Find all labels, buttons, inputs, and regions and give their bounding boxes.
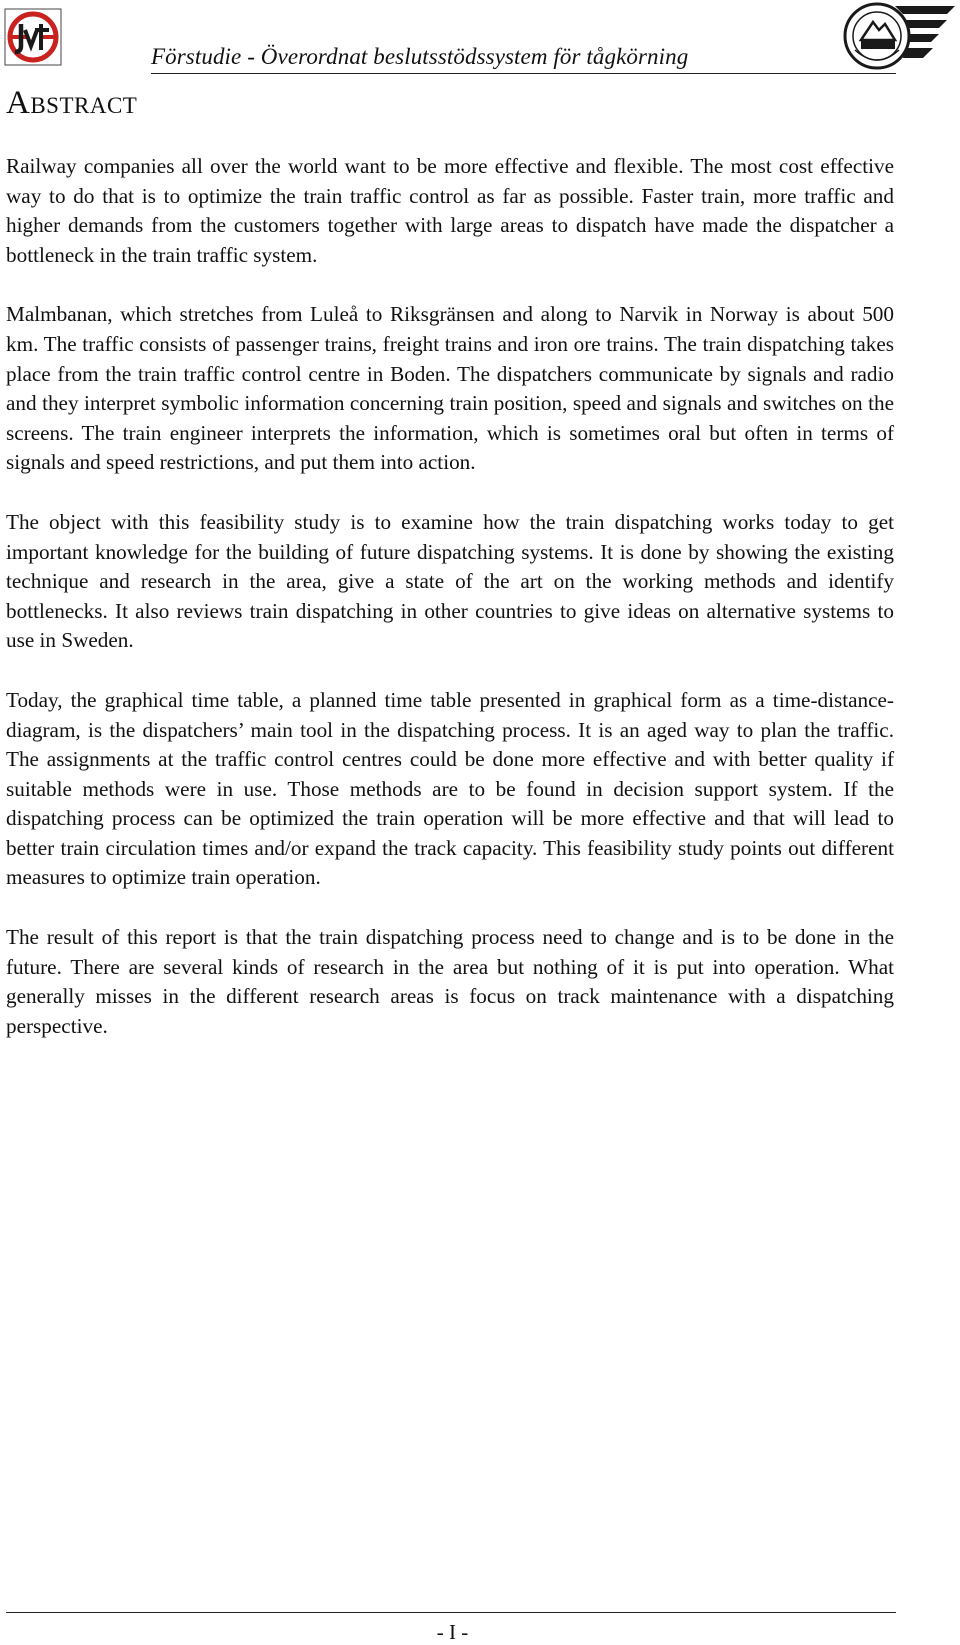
header-divider — [151, 73, 896, 74]
section-heading-abstract: Abstract — [6, 85, 138, 121]
paragraph-graphical-timetable: Today, the graphical time table, a planned time table presented in graphical form as a time-distance-diagram, is the dispatchers’ main tool in the dispatching process. It is an aged way to plan the traffic. The assignments at the traffic control centres could be done more effective and with better quality if suitable methods were in use. Those methods are to be found in decision support system. If the dispatching process can be optimized the train operation will be more effective and that will lead to better train circulation times and/or expand the track capacity. This feasibility study points out different measures to optimize train operation. — [6, 687, 894, 890]
page-number: - I - — [436, 1620, 469, 1644]
lkab-malmtrafik-logo-icon — [843, 0, 957, 72]
abstract-body — [6, 152, 894, 1071]
jvt-logo-graphic — [4, 8, 62, 66]
paragraph-study-object: The object with this feasibility study is to examine how the train dispatching works today to get important knowledge for the building of future dispatching systems. It is done by showing the existing technique and research in the area, give a state of the art on the working methods and identify bottlenecks. It also reviews train dispatching in other countries to give ideas on alternative systems to use in Sweden. — [6, 509, 894, 653]
paragraph-railway-companies: Railway companies all over the world want to be more effective and flexible. The most cost effective way to do that is to optimize the train traffic control as far as possible. Faster train, more traffic and higher demands from the customers together with large areas to dispatch have made the dispatcher a bottleneck in the train traffic system. — [6, 154, 894, 267]
running-header-title: Förstudie - Överordnat beslutsstödssystem för tågkörning — [151, 44, 689, 69]
jvt-logo-icon — [4, 8, 62, 66]
paragraph-result: The result of this report is that the train dispatching process need to change and is to be done in the future. There are several kinds of research in the area but nothing of it is put into operation. What generally misses in the different research areas is focus on track maintenance with a dispatching perspective. — [6, 925, 894, 1038]
lkab-logo-graphic — [843, 0, 957, 72]
paragraph-malmbanan: Malmbanan, which stretches from Luleå to Riksgränsen and along to Narvik in Norway is about 500 km. The traffic consists of passenger trains, freight trains and iron ore trains. The train dispatching takes place from the train traffic control centre in Boden. The dispatchers communicate by signals and radio and they interpret symbolic information concerning train position, speed and signals and switches on the screens. The train engineer interprets the information, which is sometimes oral but often in terms of signals and speed restrictions, and put them into action. — [6, 302, 894, 475]
footer-divider — [6, 1612, 896, 1613]
